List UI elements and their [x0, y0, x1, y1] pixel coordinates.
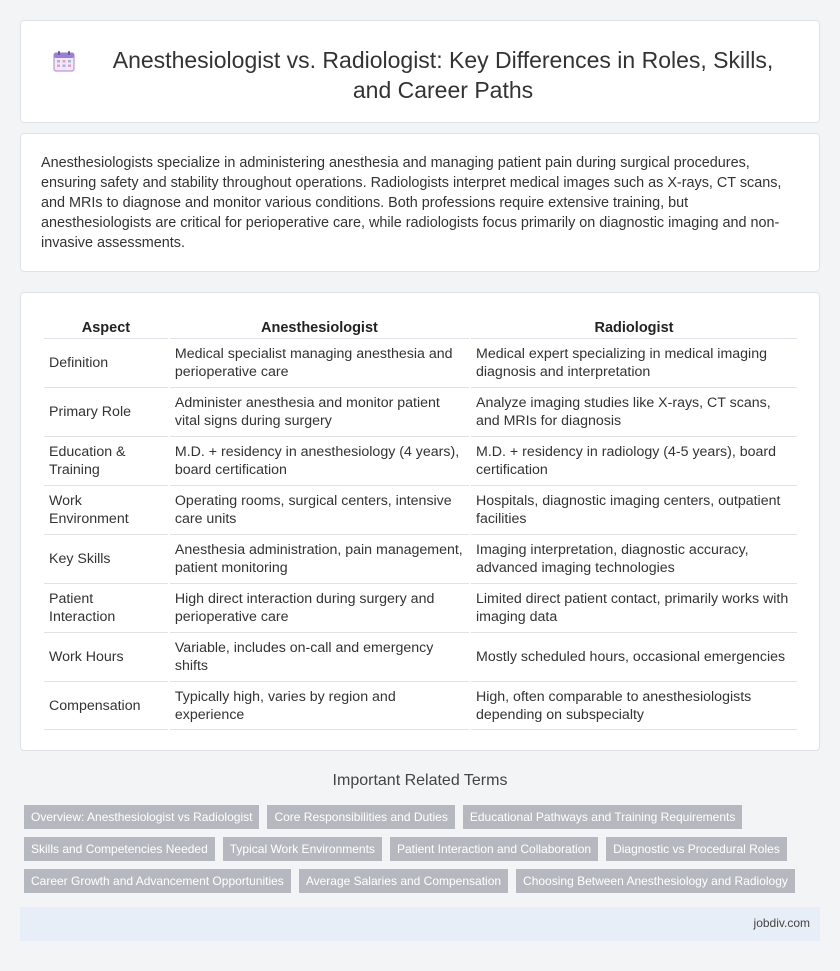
row-aspect: Education & Training: [44, 436, 168, 485]
header-card: [20, 20, 820, 123]
table-row: [44, 583, 797, 632]
related-term-tag[interactable]: Core Responsibilities and Duties: [267, 805, 454, 829]
related-term-tag[interactable]: Average Salaries and Compensation: [299, 869, 508, 893]
row-anesthesiologist: Administer anesthesia and monitor patient vital signs during surgery: [170, 387, 469, 436]
row-anesthesiologist: Anesthesia administration, pain management, patient monitoring: [170, 534, 469, 583]
table-row: [44, 681, 797, 730]
comparison-table-card: [20, 292, 820, 751]
footer-site-link[interactable]: jobdiv.com: [753, 916, 810, 930]
calendar-icon: [52, 49, 76, 73]
row-aspect: Compensation: [44, 681, 168, 730]
table-row: [44, 534, 797, 583]
row-anesthesiologist: M.D. + residency in anesthesiology (4 years), board certification: [170, 436, 469, 485]
related-term-tag[interactable]: Educational Pathways and Training Requirements: [463, 805, 743, 829]
table-header-row: [44, 315, 797, 338]
row-aspect: Primary Role: [44, 387, 168, 436]
table-row: [44, 387, 797, 436]
footer: [20, 907, 820, 941]
row-anesthesiologist: Medical specialist managing anesthesia and perioperative care: [170, 338, 469, 387]
row-aspect: Work Hours: [44, 632, 168, 681]
row-radiologist: Analyze imaging studies like X-rays, CT scans, and MRIs for diagnosis: [471, 387, 797, 436]
row-radiologist: Hospitals, diagnostic imaging centers, outpatient facilities: [471, 485, 797, 534]
row-aspect: Definition: [44, 338, 168, 387]
table-row: [44, 338, 797, 387]
table-row: [44, 632, 797, 681]
related-term-tag[interactable]: Skills and Competencies Needed: [24, 837, 215, 861]
related-term-tag[interactable]: Patient Interaction and Collaboration: [390, 837, 598, 861]
related-term-tag[interactable]: Choosing Between Anesthesiology and Radiology: [516, 869, 795, 893]
row-radiologist: High, often comparable to anesthesiologists depending on subspecialty: [471, 681, 797, 730]
table-row: [44, 436, 797, 485]
page-title: Anesthesiologist vs. Radiologist: Key Differences in Roles, Skills, and Career Paths: [112, 47, 774, 103]
comparison-table: [42, 315, 799, 730]
row-radiologist: Mostly scheduled hours, occasional emergencies: [471, 632, 797, 681]
related-terms-tags: [24, 805, 824, 901]
header-aspect: Aspect: [81, 320, 131, 336]
related-term-tag[interactable]: Diagnostic vs Procedural Roles: [606, 837, 787, 861]
related-term-tag[interactable]: Career Growth and Advancement Opportunities: [24, 869, 291, 893]
row-anesthesiologist: High direct interaction during surgery and perioperative care: [170, 583, 469, 632]
row-anesthesiologist: Variable, includes on-call and emergency shifts: [170, 632, 469, 681]
row-radiologist: Medical expert specializing in medical imaging diagnosis and interpretation: [471, 338, 797, 387]
tag-row: [24, 837, 824, 861]
related-terms-title: Important Related Terms: [332, 772, 508, 789]
related-term-tag[interactable]: Typical Work Environments: [223, 837, 382, 861]
row-aspect: Work Environment: [44, 485, 168, 534]
row-aspect: Key Skills: [44, 534, 168, 583]
row-anesthesiologist: Typically high, varies by region and experience: [170, 681, 469, 730]
tag-row: [24, 805, 824, 829]
intro-paragraph: Anesthesiologists specialize in administering anesthesia and managing patient pain during surgical procedures, ensuring safety and stability throughout operations. Radiologists interpret medical images such as X-rays, CT scans, and MRIs to diagnose and monitor various conditions. Both professions require extensive training, but anesthesiologists are critical for perioperative care, while radiologists focus primarily on diagnostic imaging and non-invasive assessments.: [41, 155, 782, 251]
related-term-tag[interactable]: Overview: Anesthesiologist vs Radiologist: [24, 805, 259, 829]
row-aspect: Patient Interaction: [44, 583, 168, 632]
tag-row: [24, 869, 824, 893]
table-row: [44, 485, 797, 534]
header-radiologist: Radiologist: [594, 320, 674, 336]
intro-card: [20, 133, 820, 272]
row-radiologist: M.D. + residency in radiology (4-5 years), board certification: [471, 436, 797, 485]
header-anesthesiologist: Anesthesiologist: [261, 320, 378, 336]
row-radiologist: Imaging interpretation, diagnostic accuracy, advanced imaging technologies: [471, 534, 797, 583]
row-anesthesiologist: Operating rooms, surgical centers, intensive care units: [170, 485, 469, 534]
row-radiologist: Limited direct patient contact, primarily works with imaging data: [471, 583, 797, 632]
